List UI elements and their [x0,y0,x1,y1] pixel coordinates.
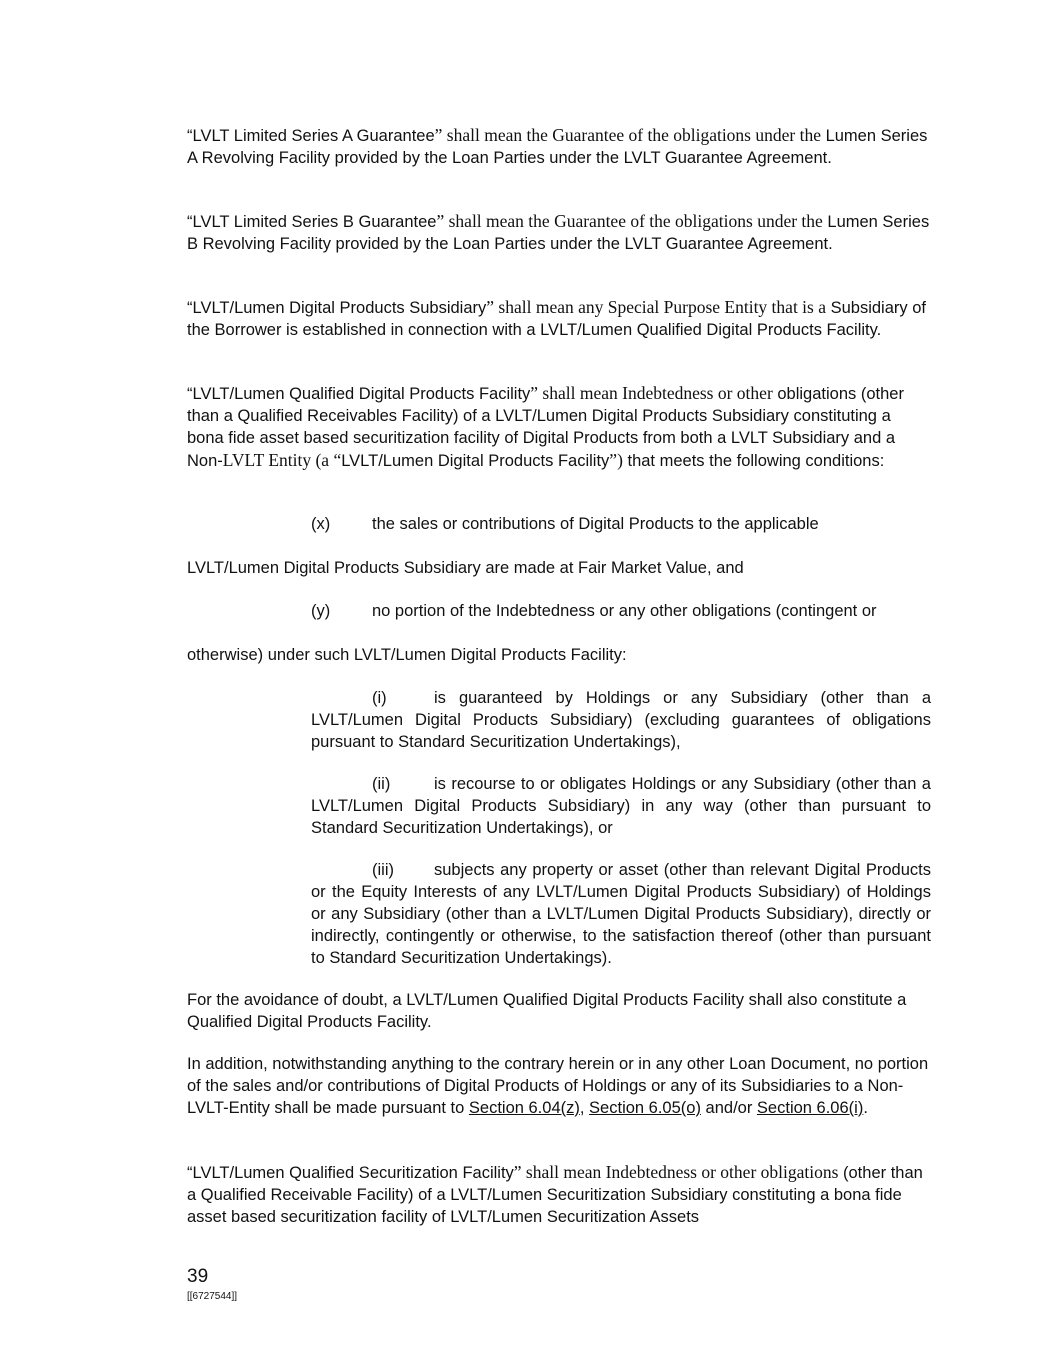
definition-lead-text: ” shall mean any Special Purpose Entity that is a [486,297,826,317]
definition-lead-text: ” shall mean Indebtedness or other [530,383,773,403]
definition-qualified-securitization-facility [187,1161,932,1228]
definition-lvlt-series-a-guarantee [187,124,932,169]
sub-item-label: (i) [372,689,387,707]
section-6-06-i-link[interactable]: Section 6.06(i) [756,1099,864,1117]
sub-item-iii [311,859,931,969]
condition-y [311,600,877,622]
sub-item-ii [311,773,931,839]
defined-term: “LVLT/Lumen Digital Products Subsidiary [187,299,487,317]
sub-item-i [311,687,931,753]
condition-text: no portion of the Indebtedness or any other obligations (contingent or [372,602,877,620]
separator: , [579,1099,590,1117]
condition-x [311,513,819,535]
section-6-05-o-link[interactable]: Section 6.05(o) [589,1099,701,1117]
condition-label: (y) [311,602,331,620]
definition-text-end: that meets the following conditions: [622,452,885,470]
definition-text: Subsidiary of the Borrower is established in connection with a LVLT/Lumen Qualified Digital Products Facility. [187,299,926,339]
sub-item-text: subjects any property or asset (other than relevant Digital Products or the Equity Interests of any LVLT/Lumen Digital Products Subsidiary) of Holdings or any Subsidiary (other than a LVLT/Lumen Digital Products Subsidiary), directly or indirectly, contingently or otherwise, to the satisfaction thereof (other than pursuant to Standard Securitization Undertakings). [311,861,931,967]
defined-term: “LVLT Limited Series A Guarantee [187,127,435,145]
definition-digital-products-subsidiary [187,296,932,341]
defined-term: “LVLT/Lumen Qualified Digital Products Facility [187,385,531,403]
definition-lead-text: ” shall mean the Guarantee of the obligations under the [434,125,821,145]
sub-item-text: is guaranteed by Holdings or any Subsidiary (other than a LVLT/Lumen Digital Products Subsidiary) (excluding guarantees of obligations pursuant to Standard Securitization Undertakings), [311,689,931,751]
avoidance-of-doubt-paragraph: For the avoidance of doubt, a LVLT/Lumen Qualified Digital Products Facility shall also constitute a Qualified Digital Products Facility. [187,991,907,1031]
definition-lead-text: ” shall mean the Guarantee of the obligations under the [436,211,823,231]
paragraph-end: . [863,1099,868,1117]
definition-text: Lumen Series A Revolving Facility provided by the Loan Parties under the LVLT Guarantee Agreement. [187,127,928,167]
definition-serif-text: LVLT Entity (a “ [222,450,342,470]
inner-defined-term: LVLT/Lumen Digital Products Facility [341,452,610,470]
defined-term: “LVLT/Lumen Qualified Securitization Facility [187,1164,514,1182]
definition-qualified-digital-products-facility [187,382,932,472]
defined-term: “LVLT Limited Series B Guarantee [187,213,437,231]
sub-item-label: (ii) [372,775,391,793]
document-id: [[6727544]] [187,1291,238,1302]
page-number: 39 [187,1266,209,1287]
definition-lead-text: ” shall mean Indebtedness or other obligations [513,1162,839,1182]
condition-text: the sales or contributions of Digital Products to the applicable [372,515,819,533]
condition-x-continuation: LVLT/Lumen Digital Products Subsidiary are made at Fair Market Value, and [187,559,744,577]
definition-text: obligations (other than a Qualified Receivables Facility) of a LVLT/Lumen Digital Products Subsidiary constituting a bona fide asset based securitization facility of Digital Products from both a LVLT Subsidiary and a Non- [187,385,904,470]
definition-lvlt-series-b-guarantee [187,210,932,255]
separator: and/or [700,1099,757,1117]
sub-item-text: is recourse to or obligates Holdings or any Subsidiary (other than a LVLT/Lumen Digital Products Subsidiary) in any way (other than pursuant to Standard Securitization Undertakings), or [311,775,931,837]
definition-text: Lumen Series B Revolving Facility provided by the Loan Parties under the LVLT Guarantee Agreement. [187,213,930,253]
in-addition-paragraph [187,1053,932,1119]
definition-text: (other than a Qualified Receivable Facility) of a LVLT/Lumen Securitization Subsidiary constituting a bona fide asset based securitization facility of LVLT/Lumen Securitization Assets [187,1164,923,1226]
definition-serif-close: ”) [609,450,623,470]
section-6-04-z-link[interactable]: Section 6.04(z) [468,1099,580,1117]
condition-y-continuation: otherwise) under such LVLT/Lumen Digital Products Facility: [187,646,627,664]
condition-label: (x) [311,515,331,533]
sub-item-label: (iii) [372,861,394,879]
paragraph-text: In addition, notwithstanding anything to the contrary herein or in any other Loan Document, no portion of the sales and/or contributions of Digital Products of Holdings or any of its Subsidiaries to a Non-LVLT-Entity shall be made pursuant to [187,1055,929,1117]
